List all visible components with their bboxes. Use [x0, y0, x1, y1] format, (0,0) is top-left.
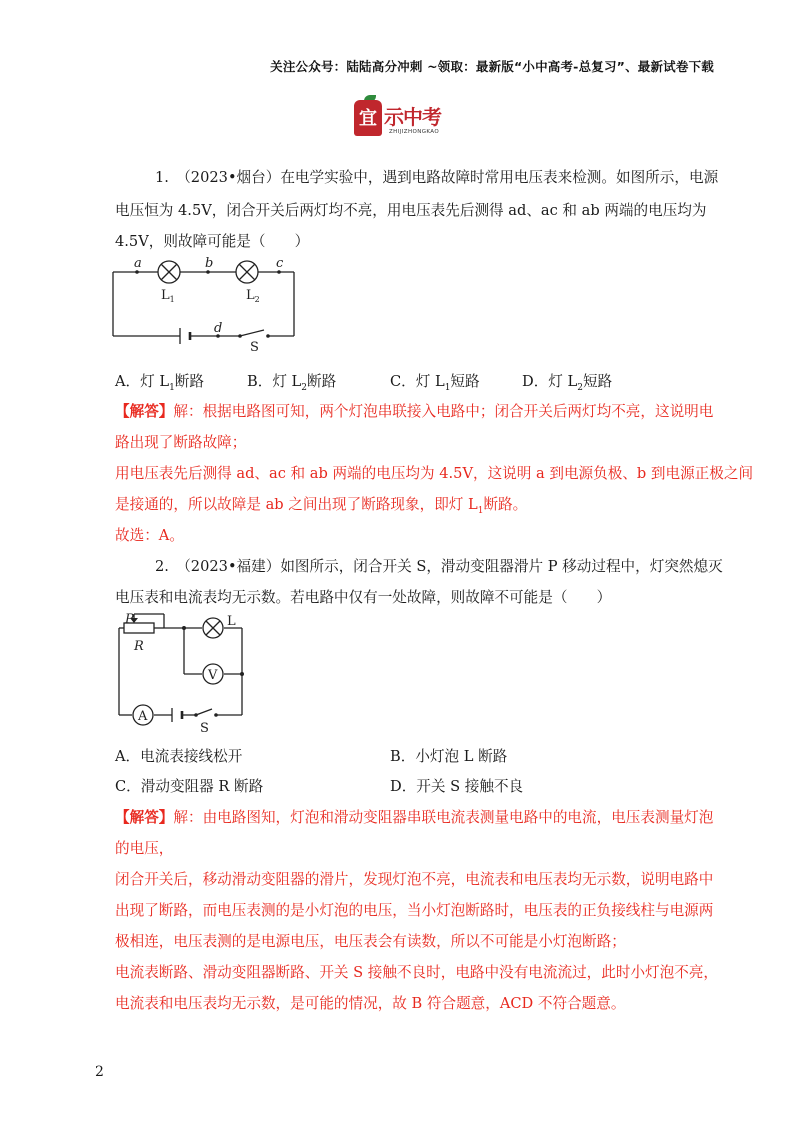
q1-answer-line-1: 【解答】解：根据电路图可知，两个灯泡串联接入电路中；闭合开关后两灯均不亮，这说明电: [115, 403, 714, 420]
q1-stem-line-2: 电压恒为 4.5V，闭合开关后两灯均不亮，用电压表先后测得 ad、ac 和 ab 两端的电压均为: [115, 202, 707, 219]
svg-text:A: A: [138, 709, 148, 724]
q1-answer-line-4: 是接通的，所以故障是 ab 之间出现了断路现象，即灯 $L_1$断路。: [115, 496, 528, 516]
battery-icon: [172, 708, 182, 722]
logo-mark: 宜: [354, 100, 382, 136]
label-c: c: [276, 256, 284, 271]
label-l1: $L_1$: [161, 288, 175, 304]
q2-answer-line-4: 出现了断路，而电压表测的是小灯泡的电压，当小灯泡断路时，电压表的正负接线柱与电源两: [115, 902, 714, 919]
switch-pivot: [194, 713, 198, 717]
label-p: P: [125, 612, 134, 627]
q2-option-a: A．电流表接线松开: [115, 748, 243, 765]
label-switch: S: [250, 340, 259, 355]
battery-icon: [180, 328, 190, 344]
q2-stem-line-2: 电压表和电流表均无示数。若电路中仅有一处故障，则故障不可能是（ ）: [115, 589, 612, 606]
q2-option-b: B．小灯泡 L 断路: [390, 748, 508, 765]
logo-wordmark: 示中考: [384, 105, 441, 129]
q1-option-d: D．灯 $L_2$短路: [522, 373, 613, 393]
switch-contact: [266, 334, 270, 338]
ammeter-icon: [133, 705, 153, 725]
label-r: R: [134, 639, 144, 654]
q2-answer-line-7: 电流表和电压表均无示数，是可能的情况，故 B 符合题意，ACD 不符合题意。: [115, 995, 626, 1012]
label-b: b: [205, 256, 214, 271]
q1-stem-line-1: 1. （2023•烟台）在电学实验中，遇到电路故障时常用电压表来检测。如图所示，电源: [155, 169, 719, 186]
page-number: 2: [95, 1064, 104, 1080]
junction-right: [240, 672, 244, 676]
brand-logo: [354, 100, 448, 140]
page-header: 关注公众号：陆陆高分冲刺 ~领取：最新版“小中高考-总复习”、最新试卷下载: [270, 59, 714, 74]
q2-answer-line-6: 电流表断路、滑动变阻器断路、开关 S 接触不良时，电路中没有电流流过，此时小灯泡不亮，: [115, 964, 719, 981]
logo-subtitle: ZHIJIZHONGKAO: [389, 129, 440, 135]
label-l2: $L_2$: [246, 288, 260, 304]
label-a: a: [134, 256, 142, 271]
q2-option-d: D．开关 S 接触不良: [390, 778, 524, 795]
lamp-l1-icon: [158, 261, 180, 283]
lamp-icon: [203, 618, 223, 638]
q2-answer-line-3: 闭合开关后，移动滑动变阻器的滑片，发现灯泡不亮，电流表和电压表均无示数，说明电路中: [115, 871, 714, 888]
junction-top: [182, 626, 186, 630]
q1-answer-line-3: 用电压表先后测得 ad、ac 和 ab 两端的电压均为 4.5V，这说明 a 到电源负极、b 到电源正极之间: [115, 465, 754, 482]
q2-option-c: C．滑动变阻器 R 断路: [115, 778, 264, 795]
lamp-l2-icon: [236, 261, 258, 283]
q1-stem-line-3: 4.5V，则故障可能是（ ）: [115, 233, 310, 250]
voltmeter-icon: [203, 664, 223, 684]
switch-contact: [214, 713, 218, 717]
q1-option-a: A．灯 $L_1$断路: [115, 373, 204, 393]
q2-answer-line-2: 的电压，: [115, 840, 174, 857]
q1-circuit-diagram: [110, 256, 310, 356]
q1-option-c: C．灯 $L_1$短路: [390, 373, 480, 393]
switch-pivot: [238, 334, 242, 338]
q1-option-b: B．灯 $L_2$断路: [247, 373, 337, 393]
q2-answer-line-1: 【解答】解：由电路图知，灯泡和滑动变阻器串联电流表测量电路中的电流，电压表测量灯泡: [115, 809, 714, 826]
q1-answer-choice: 故选：A。: [115, 527, 184, 544]
label-l: L: [227, 614, 236, 629]
label-s: S: [200, 721, 209, 736]
q2-circuit-diagram: [114, 612, 254, 736]
svg-text:V: V: [208, 668, 218, 683]
q2-stem-line-1: 2. （2023•福建）如图所示，闭合开关 S，滑动变阻器滑片 P 移动过程中，灯突然熄灭: [155, 558, 723, 575]
label-d: d: [214, 321, 223, 336]
q1-answer-line-2: 路出现了断路故障；: [115, 434, 247, 451]
q2-answer-line-5: 极相连，电压表测的是电源电压，电压表会有读数，所以不可能是小灯泡断路；: [115, 933, 626, 950]
